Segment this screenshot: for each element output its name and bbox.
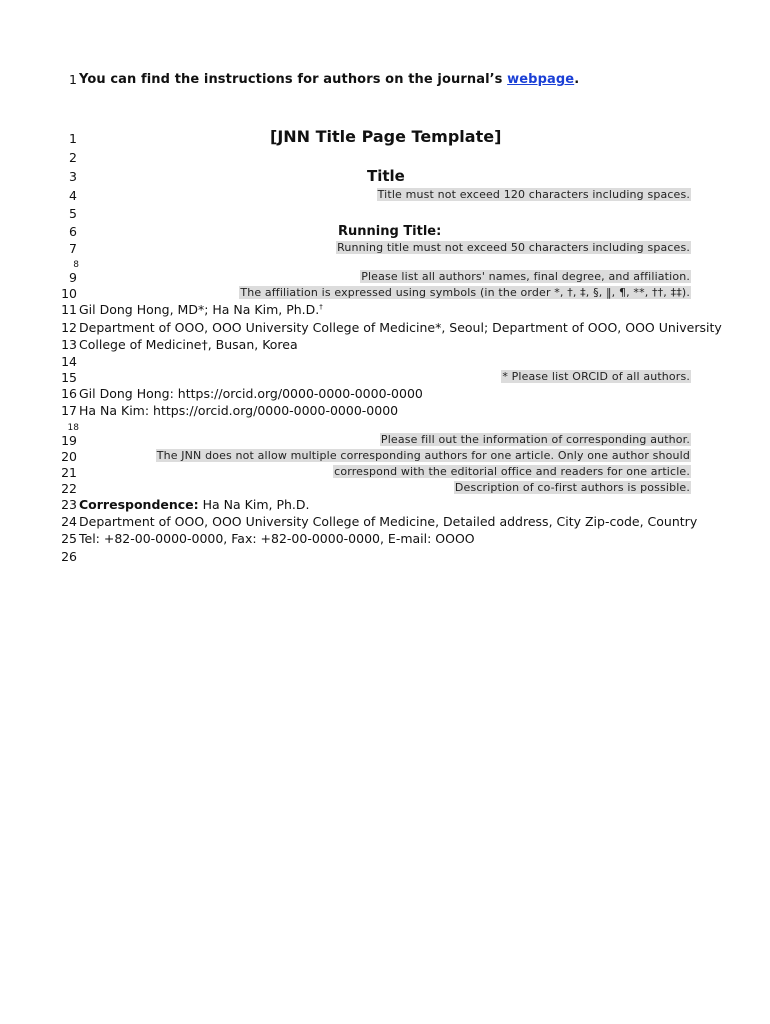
line-number: 17 [61,403,77,418]
line-number: 19 [61,433,77,448]
corresponding-policy-note: The JNN does not allow multiple corresponding authors for one article. Only one author should [156,449,690,462]
correspondence-name: Ha Na Kim, Ph.D. [198,497,310,512]
orcid-entry: Gil Dong Hong: https://orcid.org/0000-0000-0000-0000 [79,386,423,401]
line-number: 21 [61,465,77,480]
title-note: Title must not exceed 120 characters including spaces. [377,188,690,201]
correspondence-label: Correspondence: [79,497,199,512]
line-number: 13 [61,337,77,352]
corresponding-policy-note: correspond with the editorial office and readers for one article. [334,465,690,478]
line-number: 16 [61,386,77,401]
line-number: 18 [67,423,79,433]
authors-names: Gil Dong Hong, MD*; Ha Na Kim, Ph.D. [79,302,320,317]
affiliation-line: College of Medicine†, Busan, Korea [79,337,298,352]
line-number: 7 [69,241,77,256]
line-number: 5 [69,206,77,221]
line-number: 6 [69,224,77,239]
line-number: 2 [69,150,77,165]
line-number: 4 [69,188,77,203]
instruction-text [79,72,579,87]
correspondence-address: Department of OOO, OOO University College of Medicine, Detailed address, City Zip-code, Country [79,514,698,529]
co-first-note: Description of co-first authors is possible. [454,481,690,494]
corresponding-note: Please fill out the information of corresponding author. [380,433,690,446]
instruction-suffix: . [574,72,580,87]
authors-line [79,302,323,317]
authors-superscript: † [319,302,323,311]
line-number: 9 [69,270,77,285]
correspondence-line [79,497,309,512]
line-number: 25 [61,531,77,546]
line-number: 10 [61,286,77,301]
line-number: 8 [73,260,79,270]
template-title: [JNN Title Page Template] [270,127,502,146]
running-title-note: Running title must not exceed 50 characters including spaces. [337,241,690,254]
line-number: 24 [61,514,77,529]
line-number: 20 [61,449,77,464]
line-number: 14 [61,354,77,369]
correspondence-contact: Tel: +82-00-0000-0000, Fax: +82-00-0000-0000, E-mail: OOOO [79,531,475,546]
line-number: 26 [61,549,77,564]
line-number: 22 [61,481,77,496]
affiliation-line: Department of OOO, OOO University College of Medicine*, Seoul; Department of OOO, OOO University [79,320,722,335]
line-number: 3 [69,169,77,184]
line-number: 11 [61,302,77,317]
instruction-prefix: You can find the instructions for authors on the journal’s [79,72,508,87]
running-title: Running Title: [338,224,442,239]
manuscript-title: Title [367,167,405,185]
orcid-note: * Please list ORCID of all authors. [502,370,690,383]
line-number: 1 [69,72,77,87]
line-number: 1 [69,131,77,146]
line-number: 15 [61,370,77,385]
authors-note: Please list all authors' names, final degree, and affiliation. [361,270,690,283]
line-number: 23 [61,497,77,512]
webpage-link[interactable]: webpage [507,72,575,87]
orcid-entry: Ha Na Kim: https://orcid.org/0000-0000-0000-0000 [79,403,399,418]
line-number: 12 [61,320,77,335]
affiliation-note: The affiliation is expressed using symbols (in the order *, †, ‡, §, ‖, ¶, **, ††, ‡‡). [240,286,690,299]
